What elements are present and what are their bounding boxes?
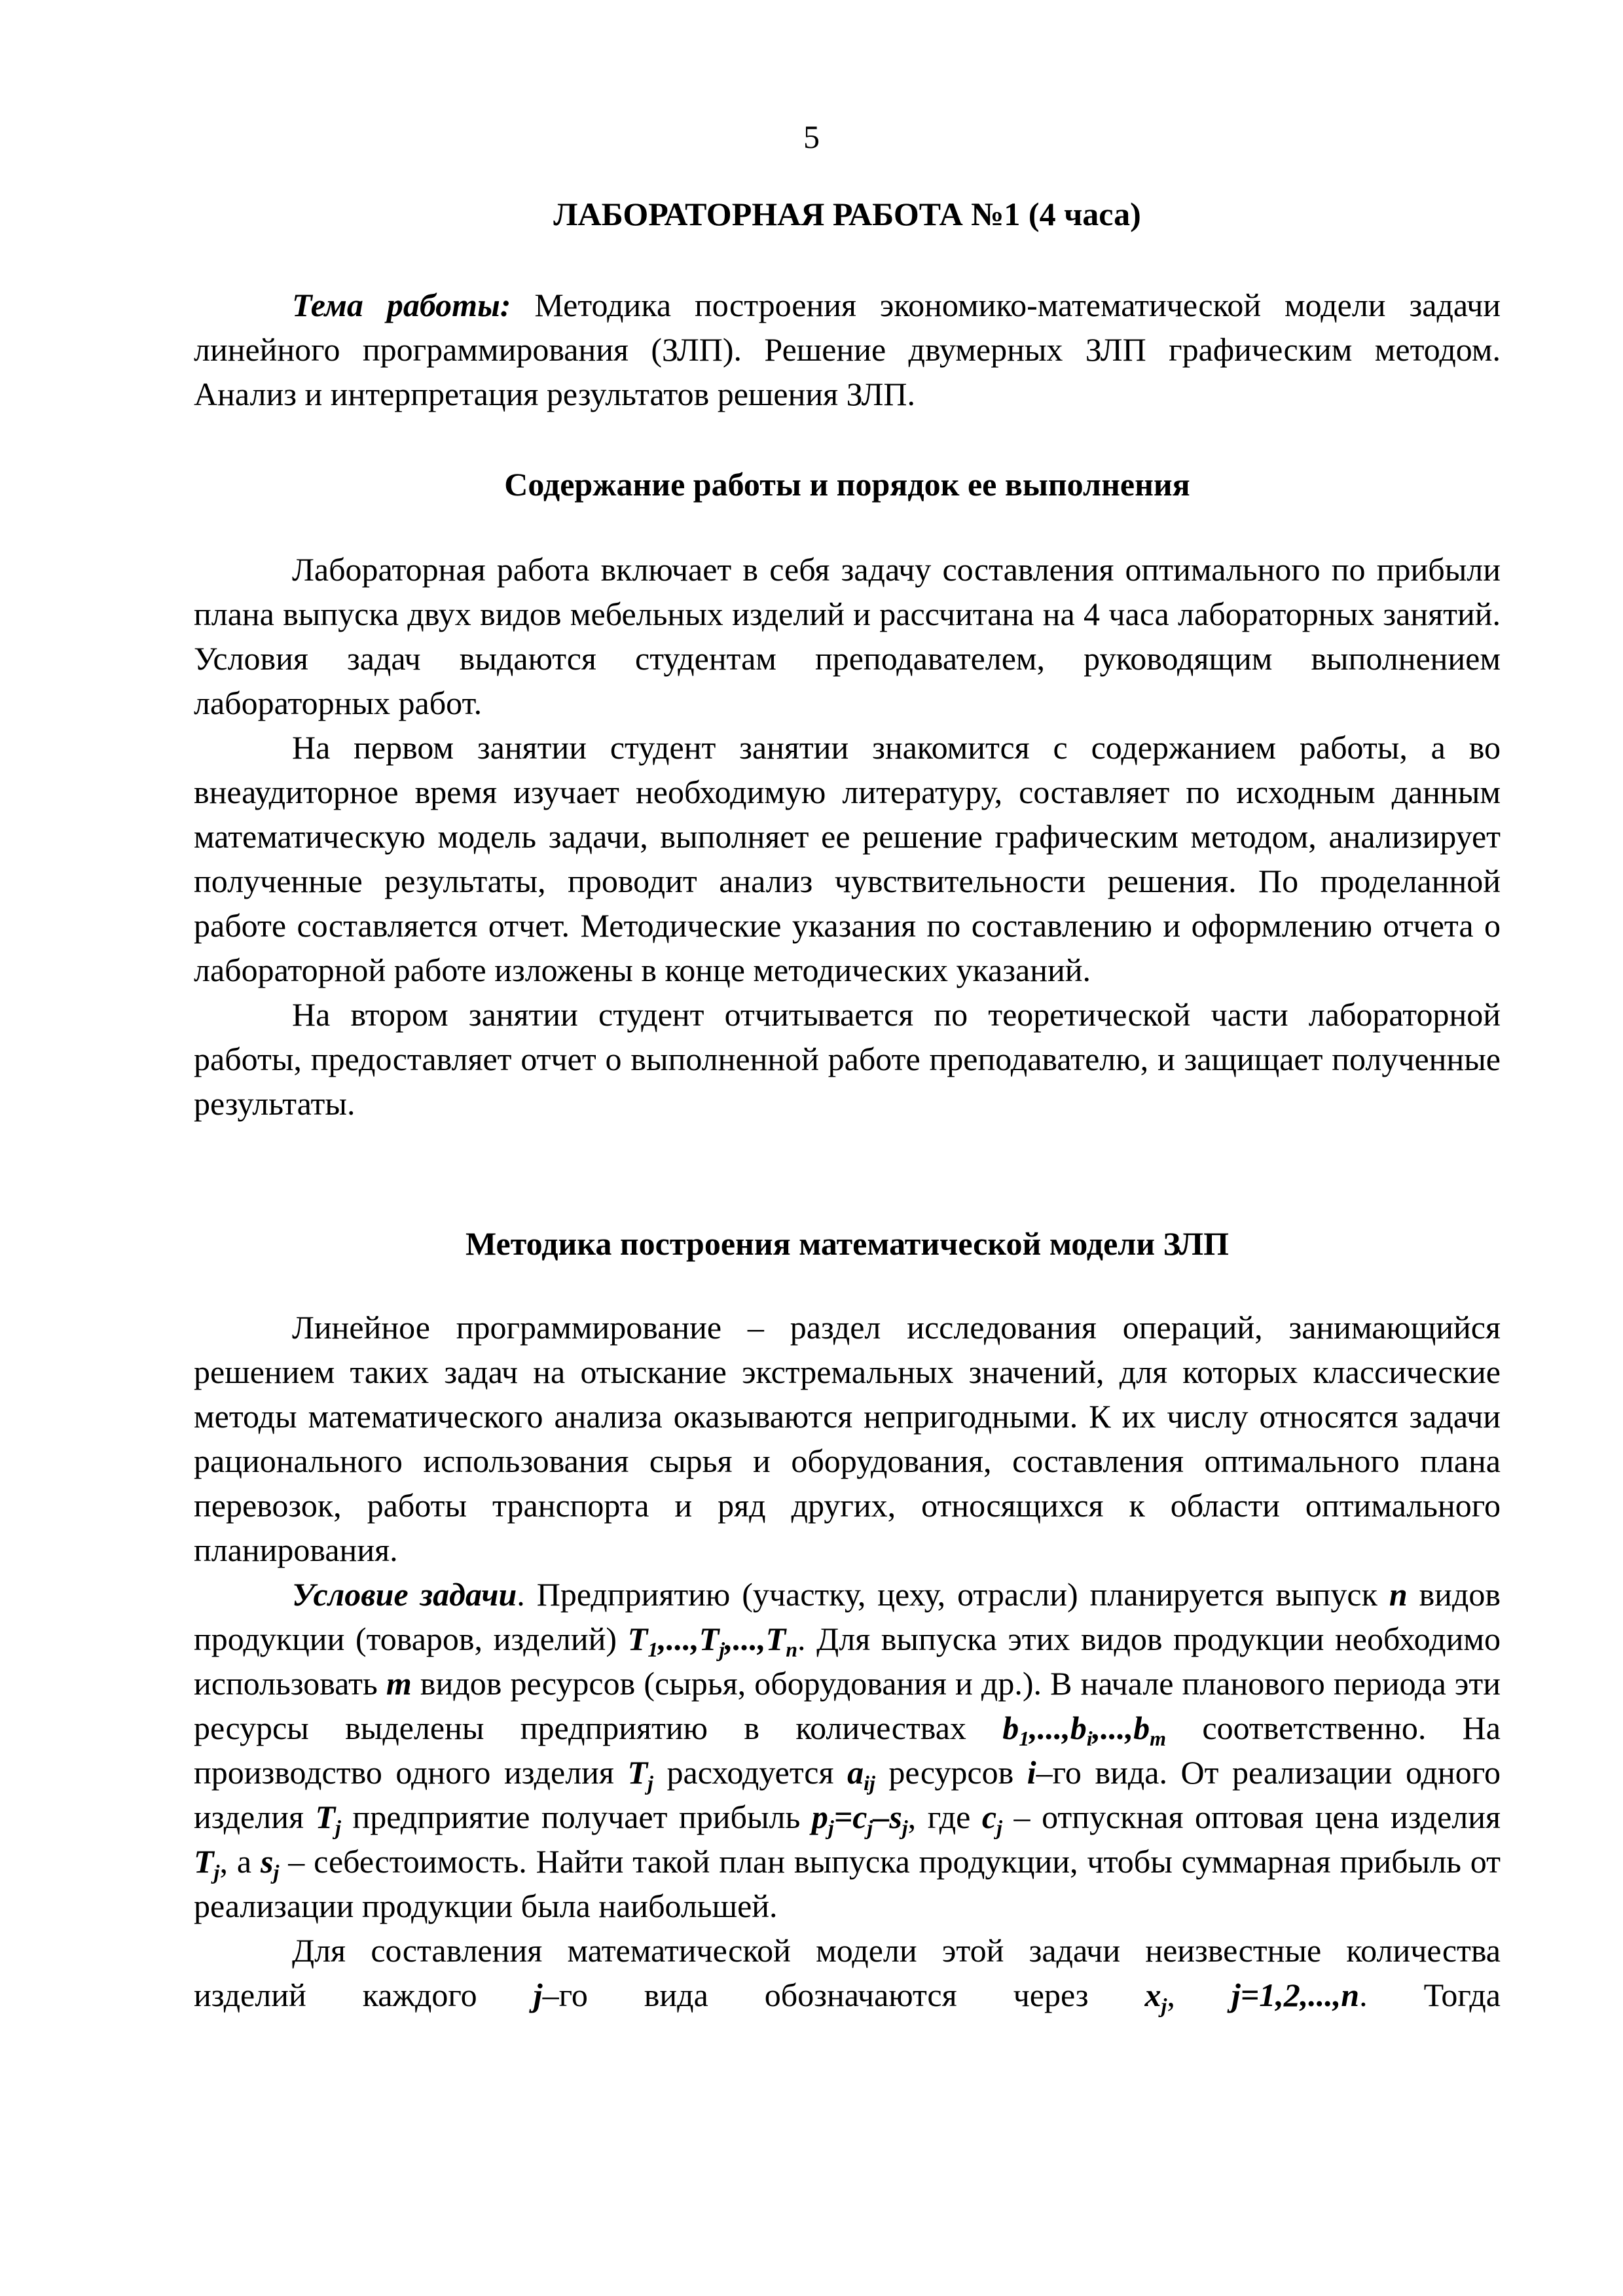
section1-paragraph-1: Лабораторная работа включает в себя задачу составления оптимального по прибыли плана выпуска двух видов мебельных изделий и рассчитана на 4 часа лабораторных занятий. Условия задач выдаются студентам преподавателем, руководящим выполнением лабораторных работ. (194, 551, 1501, 721)
theme-text: Методика построения экономико-математической модели задачи линейного программирования (ЗЛП). Решение двумерных ЗЛП графическим методом. Анализ и интерпретация результатов решения ЗЛП. (194, 287, 1501, 412)
theme-paragraph (194, 283, 1501, 416)
page-number: 5 (803, 118, 820, 155)
subscript: j (996, 1816, 1002, 1839)
var-p: p (811, 1799, 828, 1835)
subscript: 1 (1019, 1727, 1030, 1750)
text-span: Для составления математической модели этой задачи неизвестные количества изделий каждого (194, 1932, 1501, 2013)
section2-paragraph-2 (194, 1572, 1501, 1928)
section1-paragraph-2: На первом занятии студент занятии знакомится с содержанием работы, а во внеаудиторное время изучает необходимую литературу, составляет по исходным данным математическую модель задачи, выполняет ее решение графическим методом, анализирует полученные результаты, проводит анализ чувствительности решения. По проделанной работе составляется отчет. Методические указания по составлению и оформлению отчета о лабораторной работе изложены в конце методических указаний. (194, 729, 1501, 988)
formula-text: –s (873, 1799, 902, 1835)
subscript: n (786, 1638, 797, 1661)
subscript: j (828, 1816, 834, 1839)
section2-paragraph-3 (194, 1928, 1501, 2017)
text-span: , где (907, 1799, 982, 1835)
text-span: – отпускная оптовая цена изделия (1002, 1799, 1501, 1835)
text-span: предприятие получает прибыль (340, 1799, 812, 1835)
problem-condition-label: Условие задачи (292, 1576, 517, 1613)
var-x: x (1144, 1977, 1161, 2013)
subscript: i (1086, 1727, 1093, 1750)
section2-paragraph-1: Линейное программирование – раздел исследования операций, занимающийся решением таких задач на отыскание экстремальных значений, для которых классические методы математического анализа оказываются непригодными. К их числу относятся задачи рационального использования сырья и оборудования, составления оптимального плана перевозок, работы транспорта и ряд других, относящихся к области оптимального планирования. (194, 1309, 1501, 1568)
subscript: ij (864, 1771, 875, 1795)
section2-title: Методика построения математической модели ЗЛП (465, 1225, 1229, 1262)
text-span: . Тогда (1359, 1977, 1501, 2013)
var-j: j (533, 1977, 543, 2013)
subscript: j (335, 1816, 341, 1839)
text-span: –го вида. От реализации одного изделия (194, 1754, 1501, 1835)
var-b: b (1133, 1710, 1150, 1746)
var-T: T (627, 1754, 648, 1791)
subscript: j (273, 1860, 280, 1884)
var-T: T (194, 1843, 214, 1880)
text-span: соответственно. На производство одного изделия (194, 1710, 1501, 1791)
subscript: j (902, 1816, 908, 1839)
lab-title: ЛАБОРАТОРНАЯ РАБОТА №1 (4 часа) (553, 196, 1141, 232)
theme-label: Тема работы: (292, 287, 511, 323)
index-range: j=1,2,...,n (1231, 1977, 1360, 2013)
text-span: ресурсов (875, 1754, 1027, 1791)
text-span: –го вида обозначаются через (542, 1977, 1145, 2013)
subscript: j (1161, 1994, 1167, 2017)
text-span: ,..., (1029, 1710, 1070, 1746)
subscript: j (719, 1638, 725, 1661)
text-span: . Для выпуска этих видов продукции необходимо использовать (194, 1621, 1501, 1702)
var-m: m (386, 1665, 412, 1702)
text-span: . Предприятию (участку, цеху, отрасли) планируется выпуск (517, 1576, 1389, 1613)
text-span: ,..., (725, 1621, 766, 1657)
text-span: видов продукции (товаров, изделий) (194, 1576, 1501, 1657)
var-T: T (627, 1621, 648, 1657)
section1-body (194, 547, 1501, 1126)
var-b: b (1002, 1710, 1019, 1746)
text-span: ,..., (1092, 1710, 1134, 1746)
subscript: 1 (647, 1638, 659, 1661)
subscript: j (213, 1860, 220, 1884)
var-T: T (765, 1621, 786, 1657)
text-span: – себестоимость. Найти такой план выпуска продукции, чтобы суммарная прибыль от реализации продукции была наибольшей. (194, 1843, 1501, 1924)
text-span: расходуется (653, 1754, 848, 1791)
text-span: , (1167, 1977, 1231, 2013)
text-span: видов ресурсов (сырья, оборудования и др.). В начале планового периода эти ресурсы выделены предприятию в количествах (194, 1665, 1501, 1746)
var-a: a (847, 1754, 864, 1791)
var-c: c (981, 1799, 997, 1835)
section1-title: Содержание работы и порядок ее выполнения (504, 466, 1190, 503)
var-n: n (1389, 1576, 1408, 1613)
subscript: j (867, 1816, 873, 1839)
var-b: b (1070, 1710, 1087, 1746)
text-span: ,..., (658, 1621, 699, 1657)
var-s: s (260, 1843, 274, 1880)
subscript: m (1150, 1727, 1167, 1750)
var-i: i (1027, 1754, 1036, 1791)
text-span: , а (219, 1843, 261, 1880)
subscript: j (647, 1771, 653, 1795)
var-T: T (315, 1799, 336, 1835)
var-T: T (699, 1621, 720, 1657)
formula-text: =c (833, 1799, 867, 1835)
section1-paragraph-3: На втором занятии студент отчитывается по теоретической части лабораторной работы, предоставляет отчет о выполненной работе преподавателю, и защищает полученные результаты. (194, 996, 1501, 1122)
section2-body (194, 1305, 1501, 2017)
